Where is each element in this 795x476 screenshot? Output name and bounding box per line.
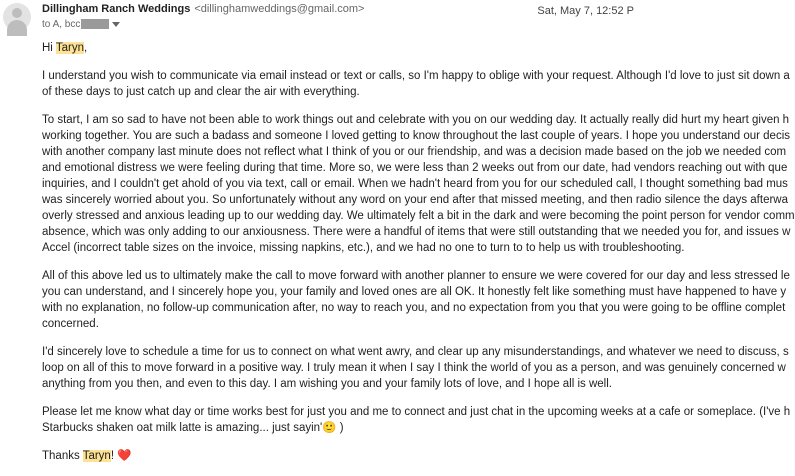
paragraph-line: overly stressed and anxious leading up to our wedding day. We ultimately felt a bit in the dark and were becoming the point person for vendor comm (42, 210, 795, 222)
avatar-head-shape (12, 8, 22, 18)
greeting (42, 40, 742, 56)
paragraph-2 (42, 112, 795, 256)
paragraph-3 (42, 268, 790, 332)
paragraph-1 (42, 68, 790, 100)
paragraph-line: of these days to just catch up and clear the air with everything. (42, 86, 360, 98)
recipients-text: to A, bcc (42, 19, 81, 30)
paragraph-line: inquiries, and I couldn't get ahold of you via text, call or email. When we hadn't heard from you for our scheduled call, I thought something bad mus (42, 178, 788, 190)
email-header (0, 0, 640, 36)
paragraph-line: I'd sincerely love to schedule a time for us to connect on what went awry, and clear up any misunderstandings, and whatever we need to discuss, s (42, 346, 789, 358)
chevron-down-icon[interactable] (112, 22, 120, 27)
sender-avatar[interactable] (3, 3, 31, 31)
highlighted-name: Taryn (55, 42, 84, 54)
paragraph-line: working together. You are such a badass and someone I loved getting to know throughout the last couple of years. I hope you understand our decis (42, 130, 790, 142)
email-date: Sat, May 7, 12:52 P (537, 5, 634, 17)
paragraph-line: loop on all of this to move forward in a positive way. I truly mean it when I say I think the world of you as a person, and was genuinely concerned w (42, 362, 786, 374)
paragraph-line: absence, which was only adding to our anxiousness. There were a handful of items that were still outstanding that we needed you for, and issues w (42, 226, 791, 238)
closing (42, 448, 742, 464)
sender-line (42, 3, 364, 15)
paragraph-5 (42, 404, 791, 436)
greeting-suffix: , (83, 42, 88, 54)
redacted-recipient (81, 19, 109, 29)
paragraph-line: Accel (incorrect table sizes on the invoice, missing napkins, etc.), and we had no one to turn to to help us with troubleshooting. (42, 242, 685, 254)
paragraph-line: All of this above led us to ultimately make the call to move forward with another planner to ensure we were covered for our day and less stressed le (42, 270, 790, 282)
highlighted-name: Taryn (82, 450, 111, 462)
paragraph-line: you can understand, and I sincerely hope you, your family and loved ones are all OK. It honestly felt like something must have happened to have y (42, 286, 787, 298)
email-body (42, 40, 795, 476)
paragraph-line: concerned. (42, 318, 99, 330)
paragraph-line: I understand you wish to communicate via email instead or text or calls, so I'm happy to oblige with your request. Although I'd love to just sit down a (42, 70, 790, 82)
closing-suffix: ! (110, 450, 118, 462)
paragraph-line: with no explanation, no follow-up communication after, no way to reach you, and no expectation from you that you were going to be offline complet (42, 302, 786, 314)
closing-prefix: Thanks (42, 450, 83, 462)
paragraph-line: was sincerely worried about you. So unfortunately without any word on your end after that missed meeting, and then radio silence the days afterwa (42, 194, 789, 206)
avatar-body-shape (7, 20, 27, 36)
paragraph-line: anything from you then, and even to this day. I am wishing you and your family lots of love, and I hope all is well. (42, 378, 612, 390)
paragraph-line: To start, I am so sad to have not been able to work things out and celebrate with you on our wedding day. It actually really did hurt my heart given h (42, 114, 790, 126)
paragraph-line: Starbucks shaken oat milk latte is amazing... just sayin'🙂 ) (42, 422, 344, 434)
paragraph-4 (42, 344, 789, 392)
sender-email: <dillinghamweddings@gmail.com> (194, 3, 365, 15)
recipients-line[interactable] (42, 19, 120, 30)
paragraph-line: with another company last minute does not reflect what I think of you or our friendship, and was a decision made based on the job we needed com (42, 146, 787, 158)
heart-icon: ❤️ (117, 450, 132, 462)
paragraph-line: and emotional distress we were feeling during that time. More so, we were less than 2 weeks out from our date, had vendors reaching out with que (42, 162, 788, 174)
paragraph-line: Please let me know what day or time works best for just you and me to connect and just chat in the upcoming weeks at a cafe or someplace. (I've h (42, 406, 791, 418)
greeting-prefix: Hi (42, 42, 56, 54)
sender-name[interactable]: Dillingham Ranch Weddings (42, 3, 191, 15)
